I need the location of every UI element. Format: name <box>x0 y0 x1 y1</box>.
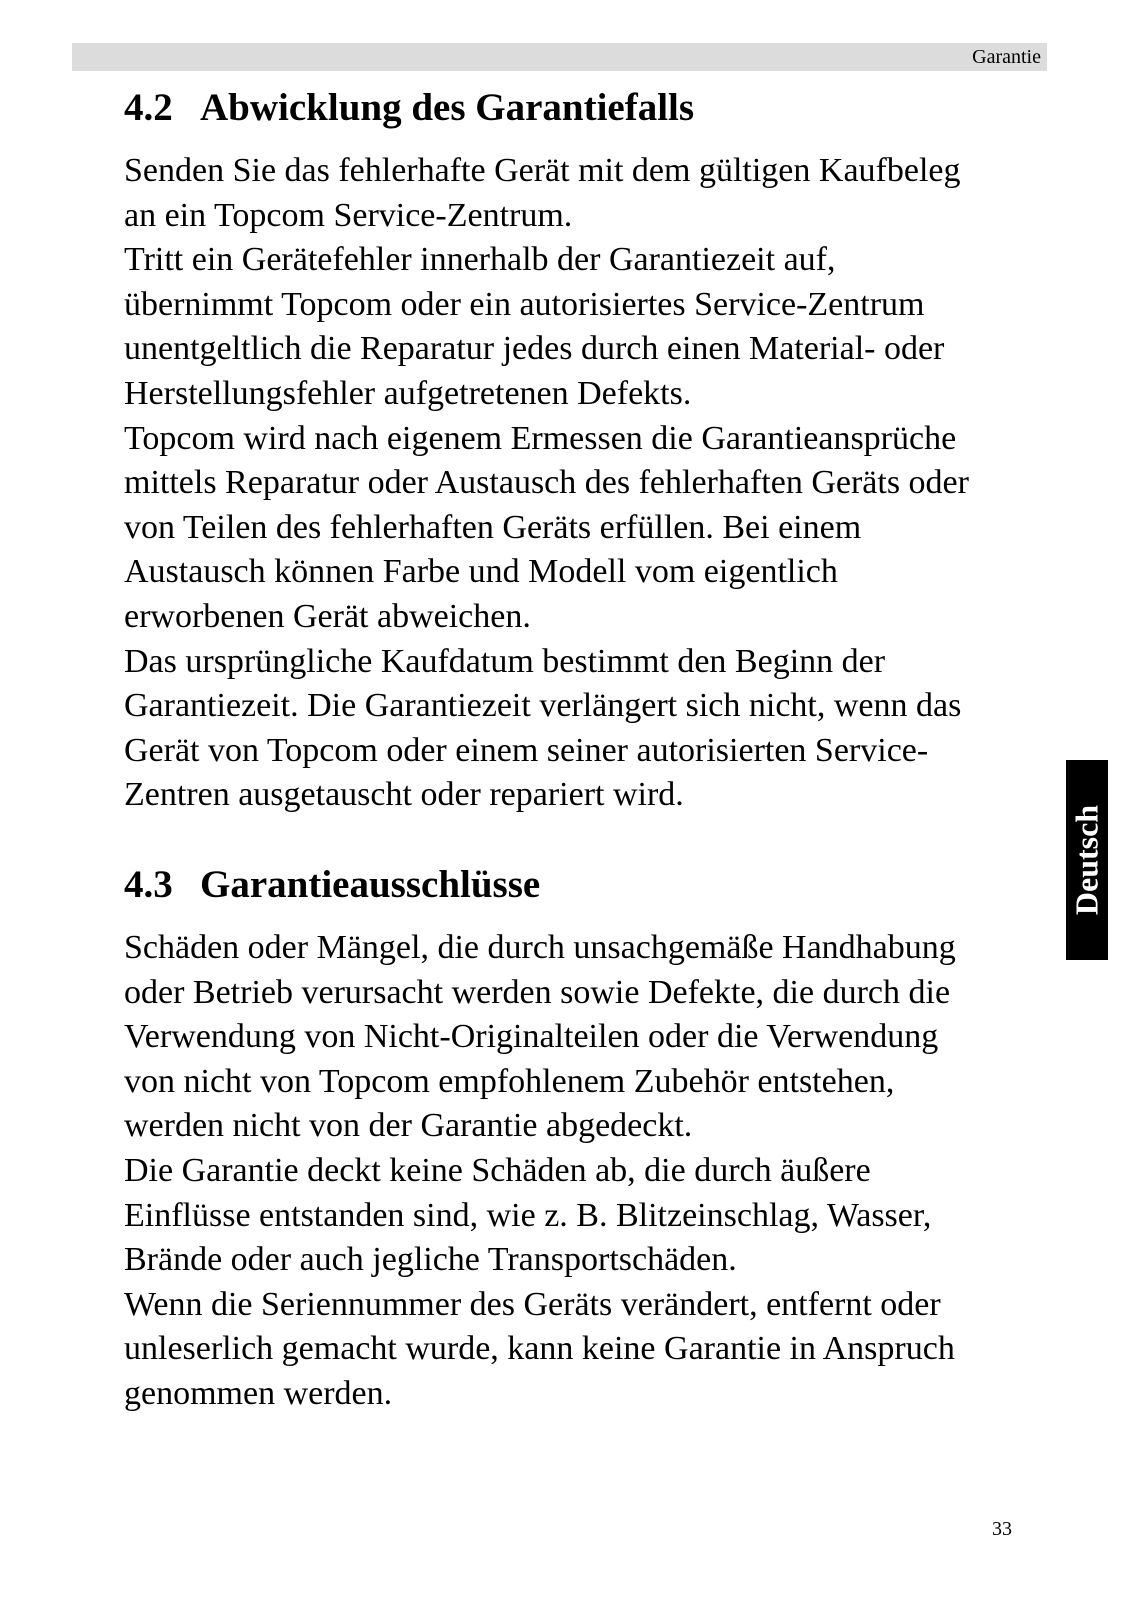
body-text-line: Verwendung von Nicht-Originalteilen oder die Verwendung <box>124 1018 939 1056</box>
page-number: 33 <box>992 1518 1012 1540</box>
section-heading-4-3 <box>124 863 540 907</box>
body-text-line: Garantiezeit. Die Garantiezeit verlängert sich nicht, wenn das <box>124 687 962 725</box>
body-text-line: genommen werden. <box>124 1374 393 1412</box>
body-text-line: Brände oder auch jegliche Transportschäden. <box>124 1241 737 1279</box>
body-text-line: werden nicht von der Garantie abgedeckt. <box>124 1107 693 1145</box>
body-text-line: von nicht von Topcom empfohlenem Zubehör entstehen, <box>124 1062 895 1100</box>
body-text-line: Schäden oder Mängel, die durch unsachgemäße Handhabung <box>124 929 956 966</box>
body-text-line: Austausch können Farbe und Modell vom eigentlich <box>124 553 838 591</box>
body-text-line: erworbenen Gerät abweichen. <box>124 597 531 635</box>
body-text-line: Das ursprüngliche Kaufdatum bestimmt den Beginn der <box>124 642 886 680</box>
section-title: Garantieausschlüsse <box>200 863 541 906</box>
section-4-3-body <box>124 926 1054 1417</box>
language-side-tab <box>1066 760 1108 960</box>
section-title: Abwicklung des Garantiefalls <box>200 86 695 129</box>
language-tab-label: Deutsch <box>1068 804 1105 916</box>
header-chapter-label: Garantie <box>972 46 1041 68</box>
body-text-line: Herstellungsfehler aufgetretenen Defekts. <box>124 374 692 412</box>
body-text-line: unentgeltlich die Reparatur jedes durch einen Material- oder <box>124 330 945 368</box>
body-text-line: Zentren ausgetauscht oder repariert wird. <box>124 776 684 814</box>
body-text-line: Wenn die Seriennummer des Geräts verändert, entfernt oder <box>124 1285 941 1323</box>
body-text-line: Gerät von Topcom oder einem seiner autorisierten Service- <box>124 731 929 769</box>
body-text-line: mittels Reparatur oder Austausch des fehlerhaften Geräts oder <box>124 464 969 502</box>
section-number: 4.2 <box>124 86 173 129</box>
page-header-bar <box>72 43 1047 71</box>
body-text-line: Senden Sie das fehlerhafte Gerät mit dem gültigen Kaufbeleg <box>124 152 961 189</box>
body-text-line: Die Garantie deckt keine Schäden ab, die durch äußere <box>124 1151 871 1189</box>
body-text-line: an ein Topcom Service-Zentrum. <box>124 196 573 234</box>
section-4-2-body <box>124 149 1054 818</box>
body-text-line: Einflüsse entstanden sind, wie z. B. Blitzeinschlag, Wasser, <box>124 1196 932 1234</box>
body-text-line: übernimmt Topcom oder ein autorisiertes Service-Zentrum <box>124 285 925 323</box>
body-text-line: unleserlich gemacht wurde, kann keine Garantie in Anspruch <box>124 1330 955 1368</box>
section-heading-4-2 <box>124 86 694 130</box>
section-number: 4.3 <box>124 863 173 906</box>
body-text-line: oder Betrieb verursacht werden sowie Defekte, die durch die <box>124 973 951 1011</box>
body-text-line: Tritt ein Gerätefehler innerhalb der Garantiezeit auf, <box>124 241 836 279</box>
body-text-line: Topcom wird nach eigenem Ermessen die Garantieansprüche <box>124 419 957 457</box>
body-text-line: von Teilen des fehlerhaften Geräts erfüllen. Bei einem <box>124 508 862 546</box>
